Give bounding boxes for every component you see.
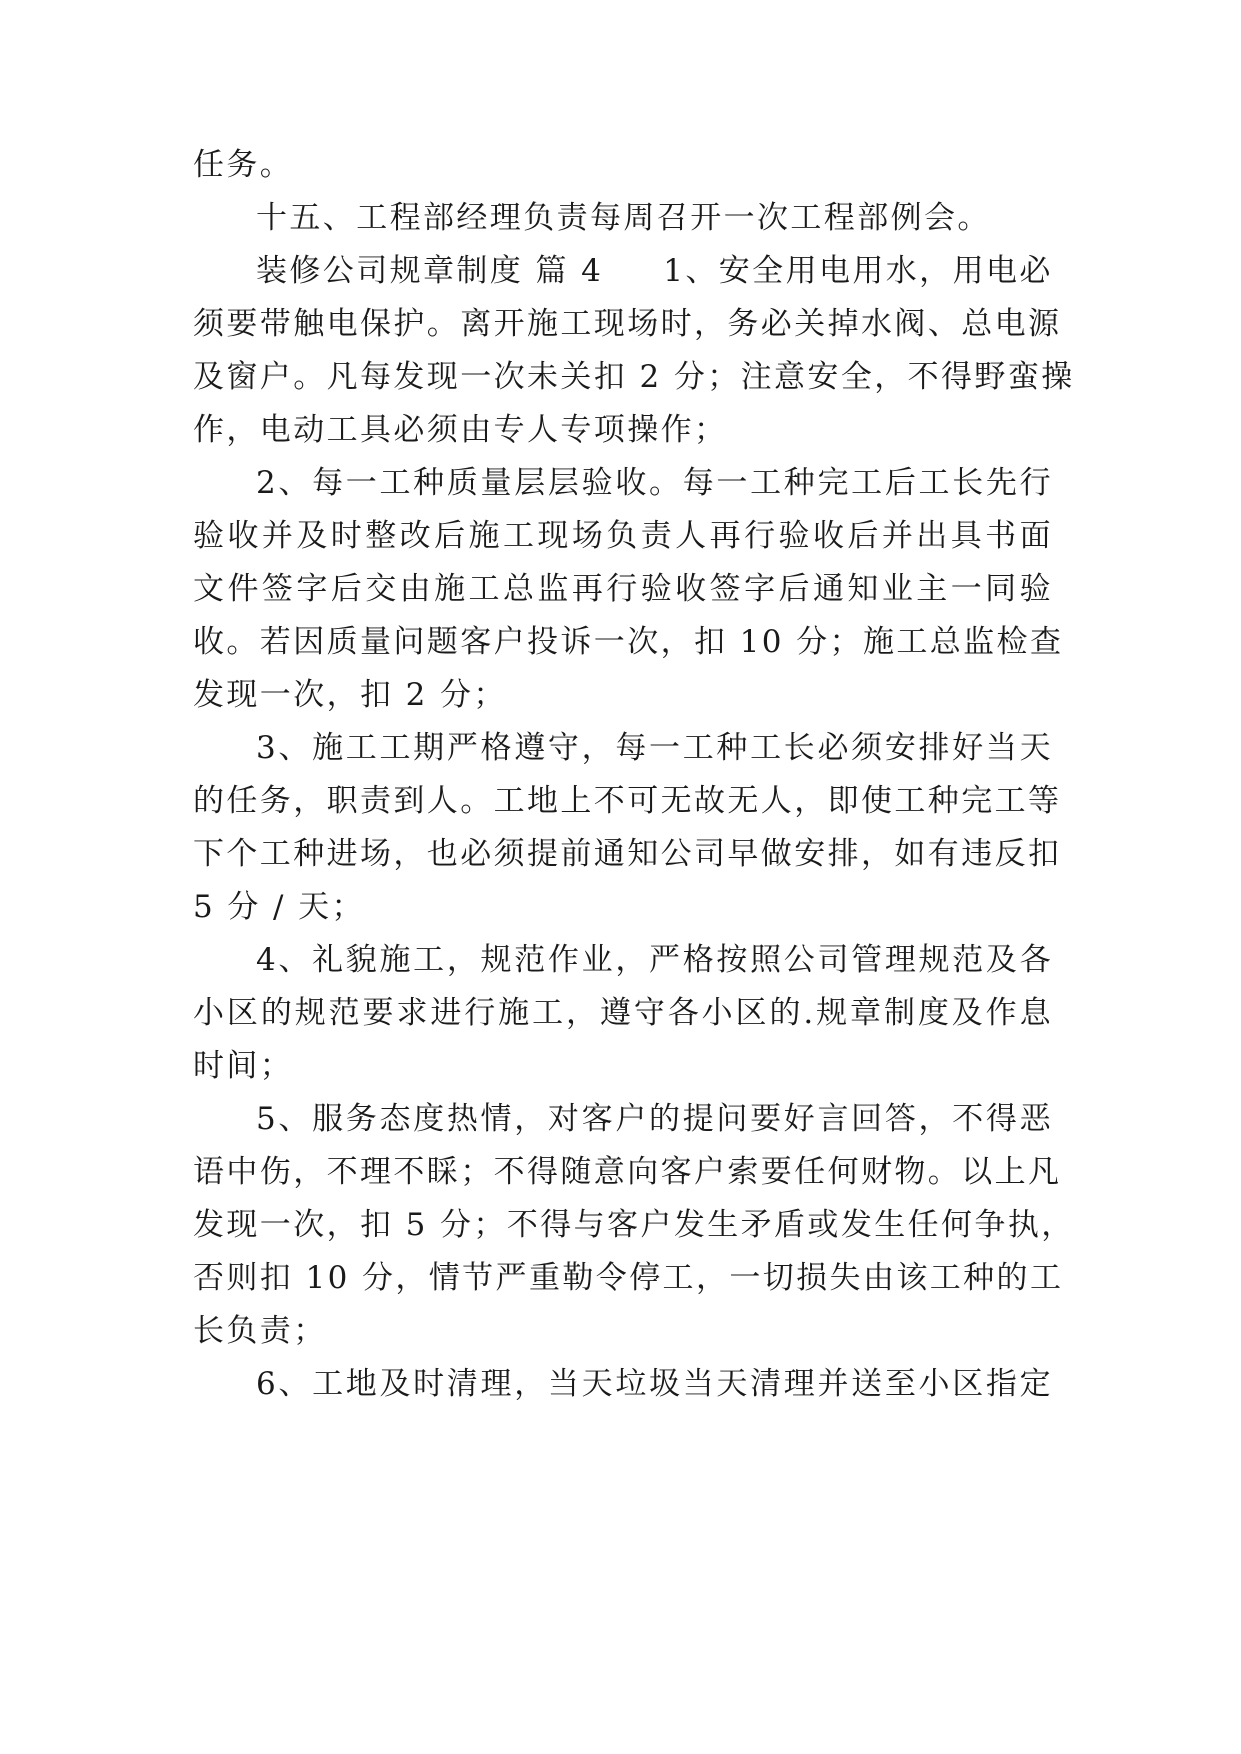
text-line: 十五、工程部经理负责每周召开一次工程部例会。 [256, 200, 991, 236]
section-heading-line [256, 246, 1053, 296]
text-line: 长负责； [193, 1313, 327, 1349]
text-line: 语中伤，不理不睬；不得随意向客户索要任何财物。以上凡 [193, 1154, 1062, 1190]
text-line: 发现一次，扣 5 分；不得与客户发生矛盾或发生任何争执， [193, 1207, 1075, 1243]
text-line: 及窗户。凡每发现一次未关扣 2 分；注意安全，不得野蛮操 [193, 359, 1075, 395]
text-line: 任务。 [193, 147, 294, 183]
text-line: 文件签字后交由施工总监再行验收签字后通知业主一同验 [193, 571, 1053, 607]
section-number: 篇 4 [535, 253, 604, 289]
section-title: 装修公司规章制度 [256, 253, 524, 289]
text-line: 小区的规范要求进行施工，遵守各小区的.规章制度及作息 [193, 995, 1053, 1031]
text-line: 的任务，职责到人。工地上不可无故无人，即使工种完工等 [193, 783, 1062, 819]
text-line: 下个工种进场，也必须提前通知公司早做安排，如有违反扣 [193, 836, 1062, 872]
text-line: 发现一次，扣 2 分； [193, 677, 507, 713]
text-line: 3、施工工期严格遵守，每一工种工长必须安排好当天 [256, 730, 1053, 766]
text-line: 时间； [193, 1048, 294, 1084]
text-line: 收。若因质量问题客户投诉一次，扣 10 分；施工总监检查 [193, 624, 1064, 660]
text-line: 作，电动工具必须由专人专项操作； [193, 412, 728, 448]
text-line: 4、礼貌施工，规范作业，严格按照公司管理规范及各 [256, 942, 1053, 978]
text-line: 1、安全用电用水，用电必 [663, 253, 1053, 289]
text-line: 2、每一工种质量层层验收。每一工种完工后工长先行 [256, 465, 1053, 501]
text-line: 否则扣 10 分，情节严重勒令停工，一切损失由该工种的工 [193, 1260, 1064, 1296]
text-line: 5、服务态度热情，对客户的提问要好言回答，不得恶 [256, 1101, 1053, 1137]
text-line: 验收并及时整改后施工现场负责人再行验收后并出具书面 [193, 518, 1053, 554]
text-line: 5 分 / 天； [193, 889, 365, 925]
text-line: 6、工地及时清理，当天垃圾当天清理并送至小区指定 [256, 1366, 1053, 1402]
text-line: 须要带触电保护。离开施工现场时，务必关掉水阀、总电源 [193, 306, 1062, 342]
